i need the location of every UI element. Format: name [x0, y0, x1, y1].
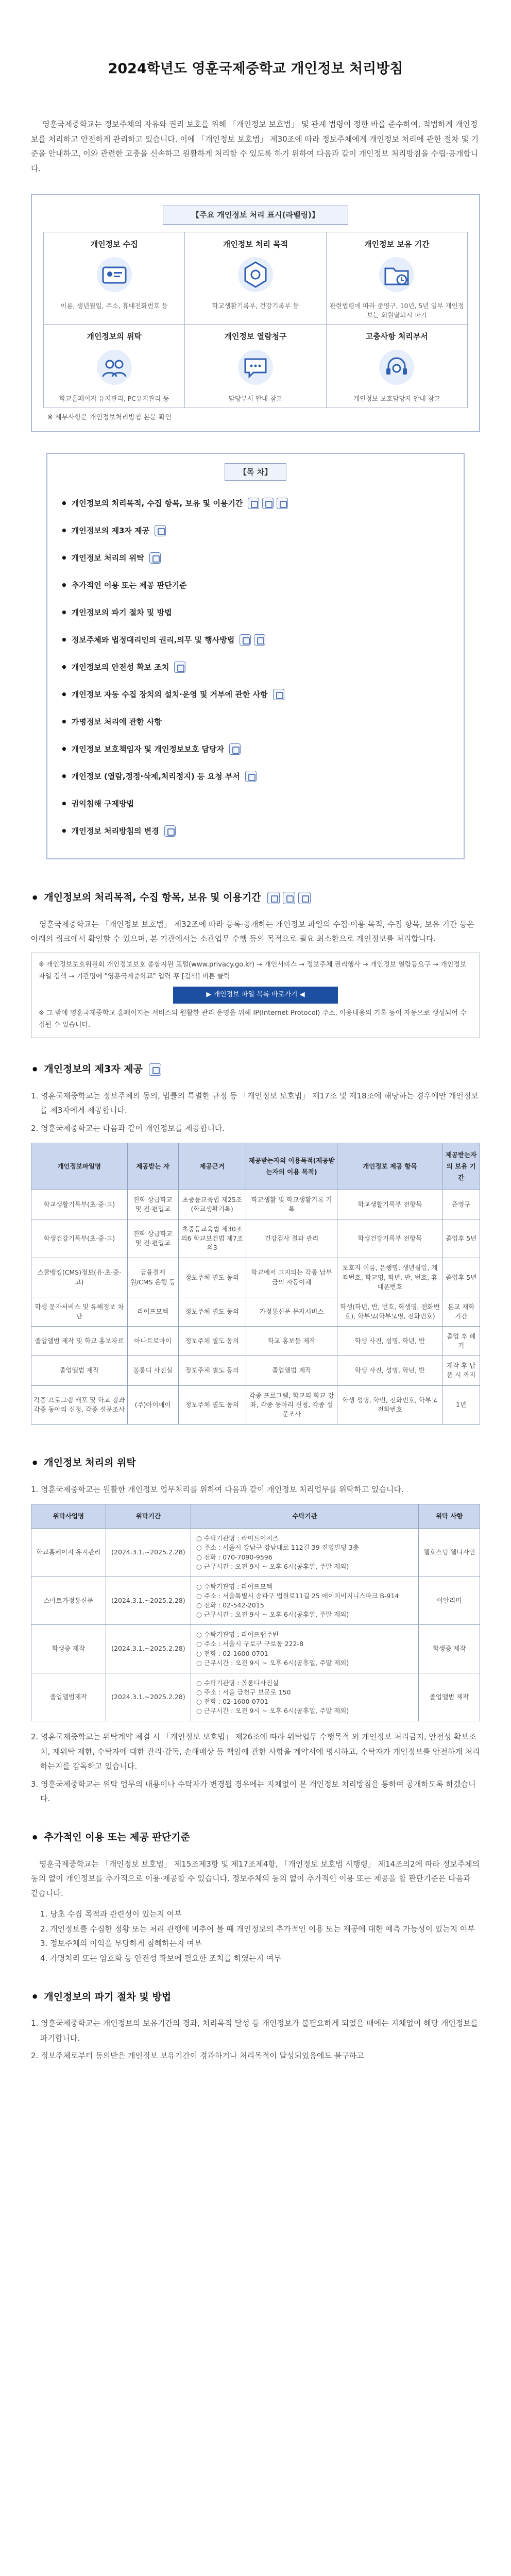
label-title: 개인정보 수집 — [90, 239, 138, 249]
table-cell: 정보주체 별도 동의 — [178, 1356, 246, 1385]
table-cell: 학생증 제작 — [31, 1625, 106, 1673]
numbered-list — [31, 1089, 480, 1136]
table-cell: 초중등교육법 제30조의6 학교보건법 제7조의3 — [178, 1219, 246, 1258]
list-item: 1. 영훈국제중학교는 원활한 개인정보 업무처리를 위하여 다음과 같이 개인정보 처리업무를 위탁하고 있습니다. — [31, 1484, 404, 1494]
toc-item-label: 개인정보의 안전성 확보 조치 — [71, 663, 169, 672]
label-icon — [245, 771, 257, 782]
table-cell: 각종 프로그램, 학교의 학교 강좌, 각종 동아리 신청, 각종 설문조사 — [246, 1385, 337, 1424]
column-header: 위탁사업명 — [31, 1504, 106, 1529]
toc-item[interactable] — [61, 790, 450, 818]
label-outsourcing — [44, 325, 185, 408]
label-icon — [155, 525, 166, 536]
table-cell: 제작 후 납품 시 까지 — [442, 1356, 480, 1385]
file-list-note — [31, 953, 480, 1038]
section-heading — [31, 1827, 480, 1849]
section-heading — [31, 887, 480, 909]
toc-item-label: 개인정보 처리방침의 변경 — [71, 826, 159, 836]
table-cell: 졸업앨범 제작 — [419, 1673, 480, 1721]
bullet-icon: • — [31, 1062, 39, 1077]
toc-item-label: 추가적인 이용 또는 제공 판단기준 — [71, 581, 187, 590]
column-header: 개인정보파일명 — [31, 1143, 128, 1190]
table-row — [31, 1577, 480, 1625]
table-row — [31, 1327, 480, 1356]
toc-item-label: 개인정보의 제3자 제공 — [71, 526, 150, 536]
table-cell: 정보주체 별도 동의 — [178, 1385, 246, 1424]
bullet-icon: • — [61, 633, 67, 646]
bullet-icon: • — [61, 606, 67, 619]
toc-item[interactable] — [61, 545, 450, 572]
toc-item[interactable] — [61, 763, 450, 790]
table-header-row — [31, 1143, 480, 1190]
label-retention — [327, 232, 468, 325]
table-cell: 볼룸디 사진실 — [127, 1356, 178, 1385]
label-desc: 관련법령에 따라 준영구, 10년, 5년 일부 개인정보는 회원탈퇴시 파기 — [329, 302, 464, 319]
bullet-icon: • — [61, 770, 67, 783]
list-item: 2. 정보주체로부터 동의받은 개인정보 보유기간이 경과하거나 처리목적이 달성되었음에도 불구하고 — [31, 2051, 364, 2061]
label-icon — [149, 1063, 161, 1076]
table-cell: (2024.3.1.~2025.2.28) — [106, 1673, 191, 1721]
list-item: 2. 영훈국제중학교는 위탁계약 체결 시 「개인정보 보호법」 제26조에 따라 위탁업무 수행목적 외 개인정보 처리금지, 안전성 확보조치, 재위탁 제한, 수탁자에 대한 관리·감독, 손해배상 등 책임에 관한 사항을 계약서에 명시하고, 수탁자가 개인정보를 안전하게 처리하는지를 감독하고 있습니다. — [31, 1732, 480, 1771]
toc-item-label: 정보주체와 법정대리인의 권리,의무 및 행사방법 — [71, 635, 235, 645]
table-cell: 학생건강기록부 전항목 — [337, 1219, 442, 1258]
label-icon — [273, 689, 284, 700]
table-cell: 준영구 — [442, 1190, 480, 1219]
section-icons — [267, 892, 311, 904]
toc-item-icons — [273, 689, 284, 700]
label-title: 개인정보 열람청구 — [224, 332, 287, 342]
label-complaint-dept — [327, 325, 468, 408]
toc-item-icons — [155, 525, 166, 536]
list-item: 1. 영훈국제중학교는 정보주체의 동의, 법률의 특별한 규정 등 「개인정보 보호법」 제17조 및 제18조에 해당하는 경우에만 개인정보를 제3자에게 제공합니다. — [31, 1091, 479, 1115]
toc-item-icons — [245, 771, 257, 782]
table-cell: 진학 상급학교 및 전·편입교 — [127, 1219, 178, 1258]
labeling-summary-heading: 【주요 개인정보 처리 표시(라벨링)】 — [163, 206, 348, 224]
table-cell: 아나트로마이 — [127, 1327, 178, 1356]
table-cell: 학생 사진, 성명, 학년, 반 — [337, 1356, 442, 1385]
toc-heading: 【목 차】 — [225, 463, 286, 481]
toc-item[interactable] — [61, 599, 450, 626]
section-title: 개인정보의 처리목적, 수집 항목, 보유 및 이용기간 — [44, 892, 261, 904]
table-cell: 졸업후 5년 — [442, 1219, 480, 1258]
headset-icon — [378, 349, 415, 386]
label-desc: 학교생활기록부, 건강기록부 등 — [212, 302, 299, 310]
table-cell: 학교홈페이지 유지관리 — [31, 1529, 106, 1577]
toc-item[interactable] — [61, 736, 450, 763]
table-cell: 졸업앨범 제작 — [246, 1356, 337, 1385]
bullet-icon: • — [61, 579, 67, 591]
toc-item-label: 개인정보의 파기 절차 및 방법 — [71, 608, 172, 618]
labeling-note: ※ 세부사항은 개인정보처리방침 본문 확인 — [47, 413, 172, 421]
numbered-list — [31, 1482, 480, 1497]
label-desc: 담당부서 안내 참고 — [228, 394, 283, 402]
label-icon — [262, 498, 274, 509]
table-row — [31, 1673, 480, 1721]
label-icon — [283, 892, 295, 904]
table-cell: 학생 성명, 학번, 전화번호, 학부모 전화번호 — [337, 1385, 442, 1424]
section-title: 개인정보 처리의 위탁 — [44, 1457, 136, 1469]
toc-item[interactable] — [61, 517, 450, 545]
table-cell: 졸업앨범제작 — [31, 1673, 106, 1721]
list-item: 2. 영훈국제중학교는 다음과 같이 개인정보를 제공합니다. — [31, 1123, 225, 1133]
table-row — [31, 1356, 480, 1385]
label-icon — [277, 498, 288, 509]
bullet-icon: • — [31, 1990, 39, 2005]
toc-item-icons — [229, 743, 241, 755]
table-cell: 보호자 이름, 은행명, 생년월일, 계좌번호, 학교명, 학년, 반, 번호, 휴대폰번호 — [337, 1258, 442, 1297]
outsourcing-table — [31, 1504, 480, 1721]
table-cell: 학교 홍보물 제작 — [246, 1327, 337, 1356]
table-cell: 학교에서 고지되는 각종 납부금의 자동이체 — [246, 1258, 337, 1297]
table-cell: ○ 수탁기관명 : 라이프모텍 ○ 주소 : 서울특별시 송파구 법원로11길 25 에이치비지니스파크 B-914 ○ 전화 : 02-542-2015 ○ 근무시간 : 오전 9시 ~ 오후 6시(공휴일, 주말 제외) — [191, 1577, 418, 1625]
table-cell: (주)아이에이 — [127, 1385, 178, 1424]
column-header: 제공받는자의 보유 기간 — [442, 1143, 480, 1190]
list-item: 2. 개인정보를 수집한 정황 또는 처리 관행에 비추어 볼 때 개인정보의 추가적인 이용 또는 제공에 대한 예측 가능성이 있는지 여부 — [40, 1924, 475, 1934]
table-cell: 1년 — [442, 1385, 480, 1424]
table-of-contents — [46, 453, 465, 859]
toc-item[interactable] — [61, 572, 450, 599]
label-icon — [164, 825, 176, 837]
column-header: 개인정보 제공 항목 — [337, 1143, 442, 1190]
table-cell: 정보주체 별도 동의 — [178, 1327, 246, 1356]
bullet-icon: • — [61, 797, 67, 810]
bullet-icon: • — [61, 551, 67, 564]
criteria-list — [40, 1907, 480, 1965]
toc-item[interactable] — [61, 818, 450, 845]
table-cell: 가정통신문 문자서비스 — [246, 1297, 337, 1326]
table-cell: 학생 문자서비스 및 유해정보 차단 — [31, 1297, 128, 1326]
label-icon — [298, 892, 311, 904]
toc-item-label: 권익침해 구제방법 — [71, 799, 134, 809]
table-cell: 진학 상급학교 및 전·편입교 — [127, 1190, 178, 1219]
bullet-icon: • — [31, 1830, 39, 1845]
table-cell: 정보주체 별도 동의 — [178, 1258, 246, 1297]
toc-item-label: 가명정보 처리에 관한 사항 — [71, 717, 162, 727]
toc-item[interactable] — [61, 626, 450, 654]
table-cell: 본교 재학기간 — [442, 1297, 480, 1326]
table-cell: 학교생활 및 학교생활기록 기록 — [246, 1190, 337, 1219]
bullet-icon: • — [61, 742, 67, 755]
table-cell: (2024.3.1.~2025.2.28) — [106, 1529, 191, 1577]
table-cell: 웹호스팅 웹디자인 — [419, 1529, 480, 1577]
table-cell: 금융결제원/CMS 은행 등 — [127, 1258, 178, 1297]
table-row — [31, 1625, 480, 1673]
table-cell: 학생 사진, 성명, 학년, 반 — [337, 1327, 442, 1356]
list-item: 1. 당초 수집 목적과 관련성이 있는지 여부 — [40, 1909, 182, 1919]
id-card-icon — [96, 256, 133, 293]
list-item: 1. 영훈국제중학교는 개인정보의 보유기간의 경과, 처리목적 달성 등 개인정보가 불필요하게 되었을 때에는 지체없이 해당 개인정보를 파기합니다. — [31, 2019, 479, 2043]
toc-item-icons — [164, 825, 176, 837]
table-header-row — [31, 1504, 480, 1529]
table-cell: 졸업 후 폐기 — [442, 1327, 480, 1356]
toc-item-icons — [174, 662, 185, 673]
label-icon — [248, 498, 259, 509]
hexagon-settings-icon — [237, 256, 274, 293]
column-header: 제공근거 — [178, 1143, 246, 1190]
toc-item-label: 개인정보 처리의 위탁 — [71, 553, 144, 563]
table-cell: ○ 수탁기관명 : 라이트이지즈 ○ 주소 : 서울시 강남구 강남대로 112길 39 진영빌딩 3층 ○ 전화 : 070-7090-9596 ○ 근무시간 : 오전 9시 ~ 오후 6시(공휴일, 주말 제외) — [191, 1529, 418, 1577]
label-purpose — [185, 232, 326, 325]
label-title: 고충사항 처리부서 — [365, 332, 428, 342]
table-row — [31, 1258, 480, 1297]
label-title: 개인정보 보유 기간 — [364, 239, 430, 249]
label-title: 개인정보의 위탁 — [87, 332, 142, 342]
section-title: 추가적인 이용 또는 제공 판단기준 — [44, 1832, 190, 1843]
table-cell: ○ 수탁기관명 : 볼룸디사진실 ○ 주소 : 서울 금천구 보문로 150 ○ 전화 : 02-1600-0701 ○ 근무시간 : 오전 9시 ~ 오후 6시(공휴일, 주말 제외) — [191, 1673, 418, 1721]
bullet-icon: • — [61, 688, 67, 701]
column-header: 위탁 사항 — [419, 1504, 480, 1529]
table-cell: 라이프모텍 — [127, 1297, 178, 1326]
column-header: 제공받는 자 — [127, 1143, 178, 1190]
label-desc: 개인정보 보호담당자 안내 참고 — [353, 394, 440, 402]
toc-item-icons — [248, 498, 288, 509]
table-body — [31, 1190, 480, 1424]
table-cell: 정보주체 별도 동의 — [178, 1297, 246, 1326]
label-desc: 학교홈페이지 유지관리, PC유지관리 등 — [59, 394, 169, 402]
bullet-icon: • — [31, 890, 39, 905]
toc-item-label: 개인정보 자동 수집 장치의 설치·운영 및 거부에 관한 사항 — [71, 690, 268, 700]
bullet-icon: • — [61, 715, 67, 728]
toc-item[interactable] — [61, 654, 450, 681]
table-cell: 학생건강기록부(초·중·고) — [31, 1219, 128, 1258]
file-list-link-button[interactable]: ▶ 개인정보 파일 목록 바로가기 ◀ — [173, 987, 338, 1004]
table-cell: 학교생활기록부(초·중·고) — [31, 1190, 128, 1219]
label-icon — [174, 662, 185, 673]
table-cell: 건강검사 결과 관리 — [246, 1219, 337, 1258]
toc-item[interactable] — [61, 681, 450, 708]
section-heading — [31, 1452, 480, 1474]
table-cell: 졸업앨범 제작 및 학교 홍보자료 — [31, 1327, 128, 1356]
section-heading — [31, 1986, 480, 2008]
note-text: ※ 그 밖에 영훈국제중학교 홈페이지는 서비스의 원활한 관리 운영을 위해 IP(Internet Protocol) 주소, 이용내용의 기록 등이 자동으로 생성되어 수집될 수 있습니다. — [39, 1009, 467, 1029]
toc-item-label: 개인정보 보호책임자 및 개인정보보호 담당자 — [71, 744, 224, 754]
table-row — [31, 1190, 480, 1219]
section-title: 개인정보의 제3자 제공 — [44, 1063, 143, 1075]
labeling-grid — [43, 232, 468, 408]
label-icon — [240, 634, 251, 646]
table-cell: 학교생활기록부 전항목 — [337, 1190, 442, 1219]
column-header: 수탁기관 — [191, 1504, 418, 1529]
label-icon — [254, 634, 265, 646]
toc-item[interactable] — [61, 490, 450, 517]
table-cell: (2024.3.1.~2025.2.28) — [106, 1577, 191, 1625]
table-cell: ○ 수탁기관명 : 라이프랩주빈 ○ 주소 : 서울시 구로구 구로동 222-8 ○ 전화 : 02-1600-0701 ○ 근무시간 : 오전 9시 ~ 오후 6시(공휴일, 주말 제외) — [191, 1625, 418, 1673]
table-body — [31, 1529, 480, 1721]
intro-paragraph: 영훈국제중학교는 정보주체의 자유와 권리 보호를 위해 「개인정보 보호법」 및 관계 법령이 정한 바를 준수하여, 적법하게 개인정보를 처리하고 안전하게 관리하고 있습니다. 이에 「개인정보 보호법」 제30조에 따라 정보주체에게 개인정보 처리에 관한 절차 및 기준을 안내하고, 이와 관련한 고충을 신속하고 원활하게 처리할 수 있도록 하기 위하여 다음과 같이 개인정보 처리방침을 수립·공개합니다. — [31, 120, 479, 173]
table-row — [31, 1297, 480, 1326]
table-cell: 졸업앨범 제작 — [31, 1356, 128, 1385]
section-body: 영훈국제중학교는 「개인정보 보호법」 제32조에 따라 등록·공개하는 개인정보 파일의 수집·이용 목적, 수집 항목, 보유 기간 등은 아래의 링크에서 확인할 수 있으며, 본 기관에서는 소관업무 수행 등의 목적으로 필요 최소한으로 개인정보를 처리합니다. — [31, 919, 474, 944]
toc-item-label: 개인정보 (열람,정정·삭제,처리정지) 등 요청 부서 — [71, 772, 240, 782]
table-cell: 스마트가정통신문 — [31, 1577, 106, 1625]
table-row — [31, 1529, 480, 1577]
toc-item-icons — [240, 634, 265, 646]
bullet-icon: • — [31, 1455, 39, 1470]
folder-clock-icon — [378, 256, 415, 293]
section-body: 영훈국제중학교는 「개인정보 보호법」 제15조제3항 및 제17조제4항, 「개인정보 보호법 시행령」 제14조의2에 따라 정보주체의 동의 없이 개인정보를 추가적으로 이용·제공할 수 있습니다. 정보주체의 동의 없이 추가적인 이용 또는 제공을 할 판단기준은 다음과 같습니다. — [31, 1859, 480, 1898]
list-item: 3. 영훈국제중학교는 위탁 업무의 내용이나 수탁자가 변경될 경우에는 지체없이 본 개인정보 처리방침을 통하여 공개하도록 하겠습니다. — [31, 1779, 476, 1804]
table-cell: 스쿨뱅킹(CMS)정보(유·초·중·고) — [31, 1258, 128, 1297]
table-row — [31, 1385, 480, 1424]
table-cell: 학생(학년, 반, 번호, 학생명, 전화번호), 학부모(학부모명, 전화번호) — [337, 1297, 442, 1326]
label-icon — [149, 552, 161, 564]
label-collection — [44, 232, 185, 325]
label-access-request — [185, 325, 326, 408]
third-party-table — [31, 1143, 480, 1425]
bullet-icon: • — [61, 524, 67, 537]
label-icon — [229, 743, 241, 755]
labeling-summary-box — [31, 194, 480, 432]
table-cell: 초중등교육법 제25조(학교생활기록) — [178, 1190, 246, 1219]
section-heading — [31, 1059, 480, 1080]
numbered-list — [31, 2016, 480, 2063]
section-title: 개인정보의 파기 절차 및 방법 — [44, 1991, 172, 2003]
page-title: 2024학년도 영훈국제중학교 개인정보 처리방침 — [108, 61, 403, 77]
chat-bubble-icon — [237, 349, 274, 386]
bullet-icon: • — [61, 660, 67, 673]
table-cell: 각종 프로그램 배포 및 학교 강좌 각종 동아리 신청, 각종 설문조사 — [31, 1385, 128, 1424]
note-text: ※ 개인정보보호위원회 개인정보보호 종합지원 포털(www.privacy.go.kr) → 개인서비스 → 정보주체 권리행사 → 개인정보 열람등요구 → 개인정보파일 검색 → 기관명에 "영훈국제중학교" 입력 후 [검색] 버튼 클릭 — [39, 960, 467, 980]
table-cell: (2024.3.1.~2025.2.28) — [106, 1625, 191, 1673]
label-desc: 이름, 생년월일, 주소, 휴대전화번호 등 — [60, 302, 168, 310]
table-row — [31, 1219, 480, 1258]
table-cell: 이알리미 — [419, 1577, 480, 1625]
list-item: 4. 가명처리 또는 암호화 등 안전성 확보에 필요한 조치를 하였는지 여부 — [40, 1953, 281, 1963]
numbered-list — [31, 1730, 480, 1806]
bullet-icon: • — [61, 497, 67, 510]
people-icon — [96, 349, 133, 386]
label-title: 개인정보 처리 목적 — [223, 239, 288, 249]
bullet-icon: • — [61, 824, 67, 837]
toc-item-label: 개인정보의 처리목적, 수집 항목, 보유 및 이용기간 — [71, 499, 243, 509]
column-header: 제공받는자의 이용목적(제공받는자의 이용 목적) — [246, 1143, 337, 1190]
label-icon — [267, 892, 280, 904]
toc-item[interactable] — [61, 708, 450, 736]
table-cell: 졸업후 5년 — [442, 1258, 480, 1297]
toc-item-icons — [149, 552, 161, 564]
section-icons — [149, 1063, 161, 1076]
column-header: 위탁기간 — [106, 1504, 191, 1529]
table-cell: 학생증 제작 — [419, 1625, 480, 1673]
list-item: 3. 정보주체의 이익을 부당하게 침해하는지 여부 — [40, 1939, 202, 1948]
